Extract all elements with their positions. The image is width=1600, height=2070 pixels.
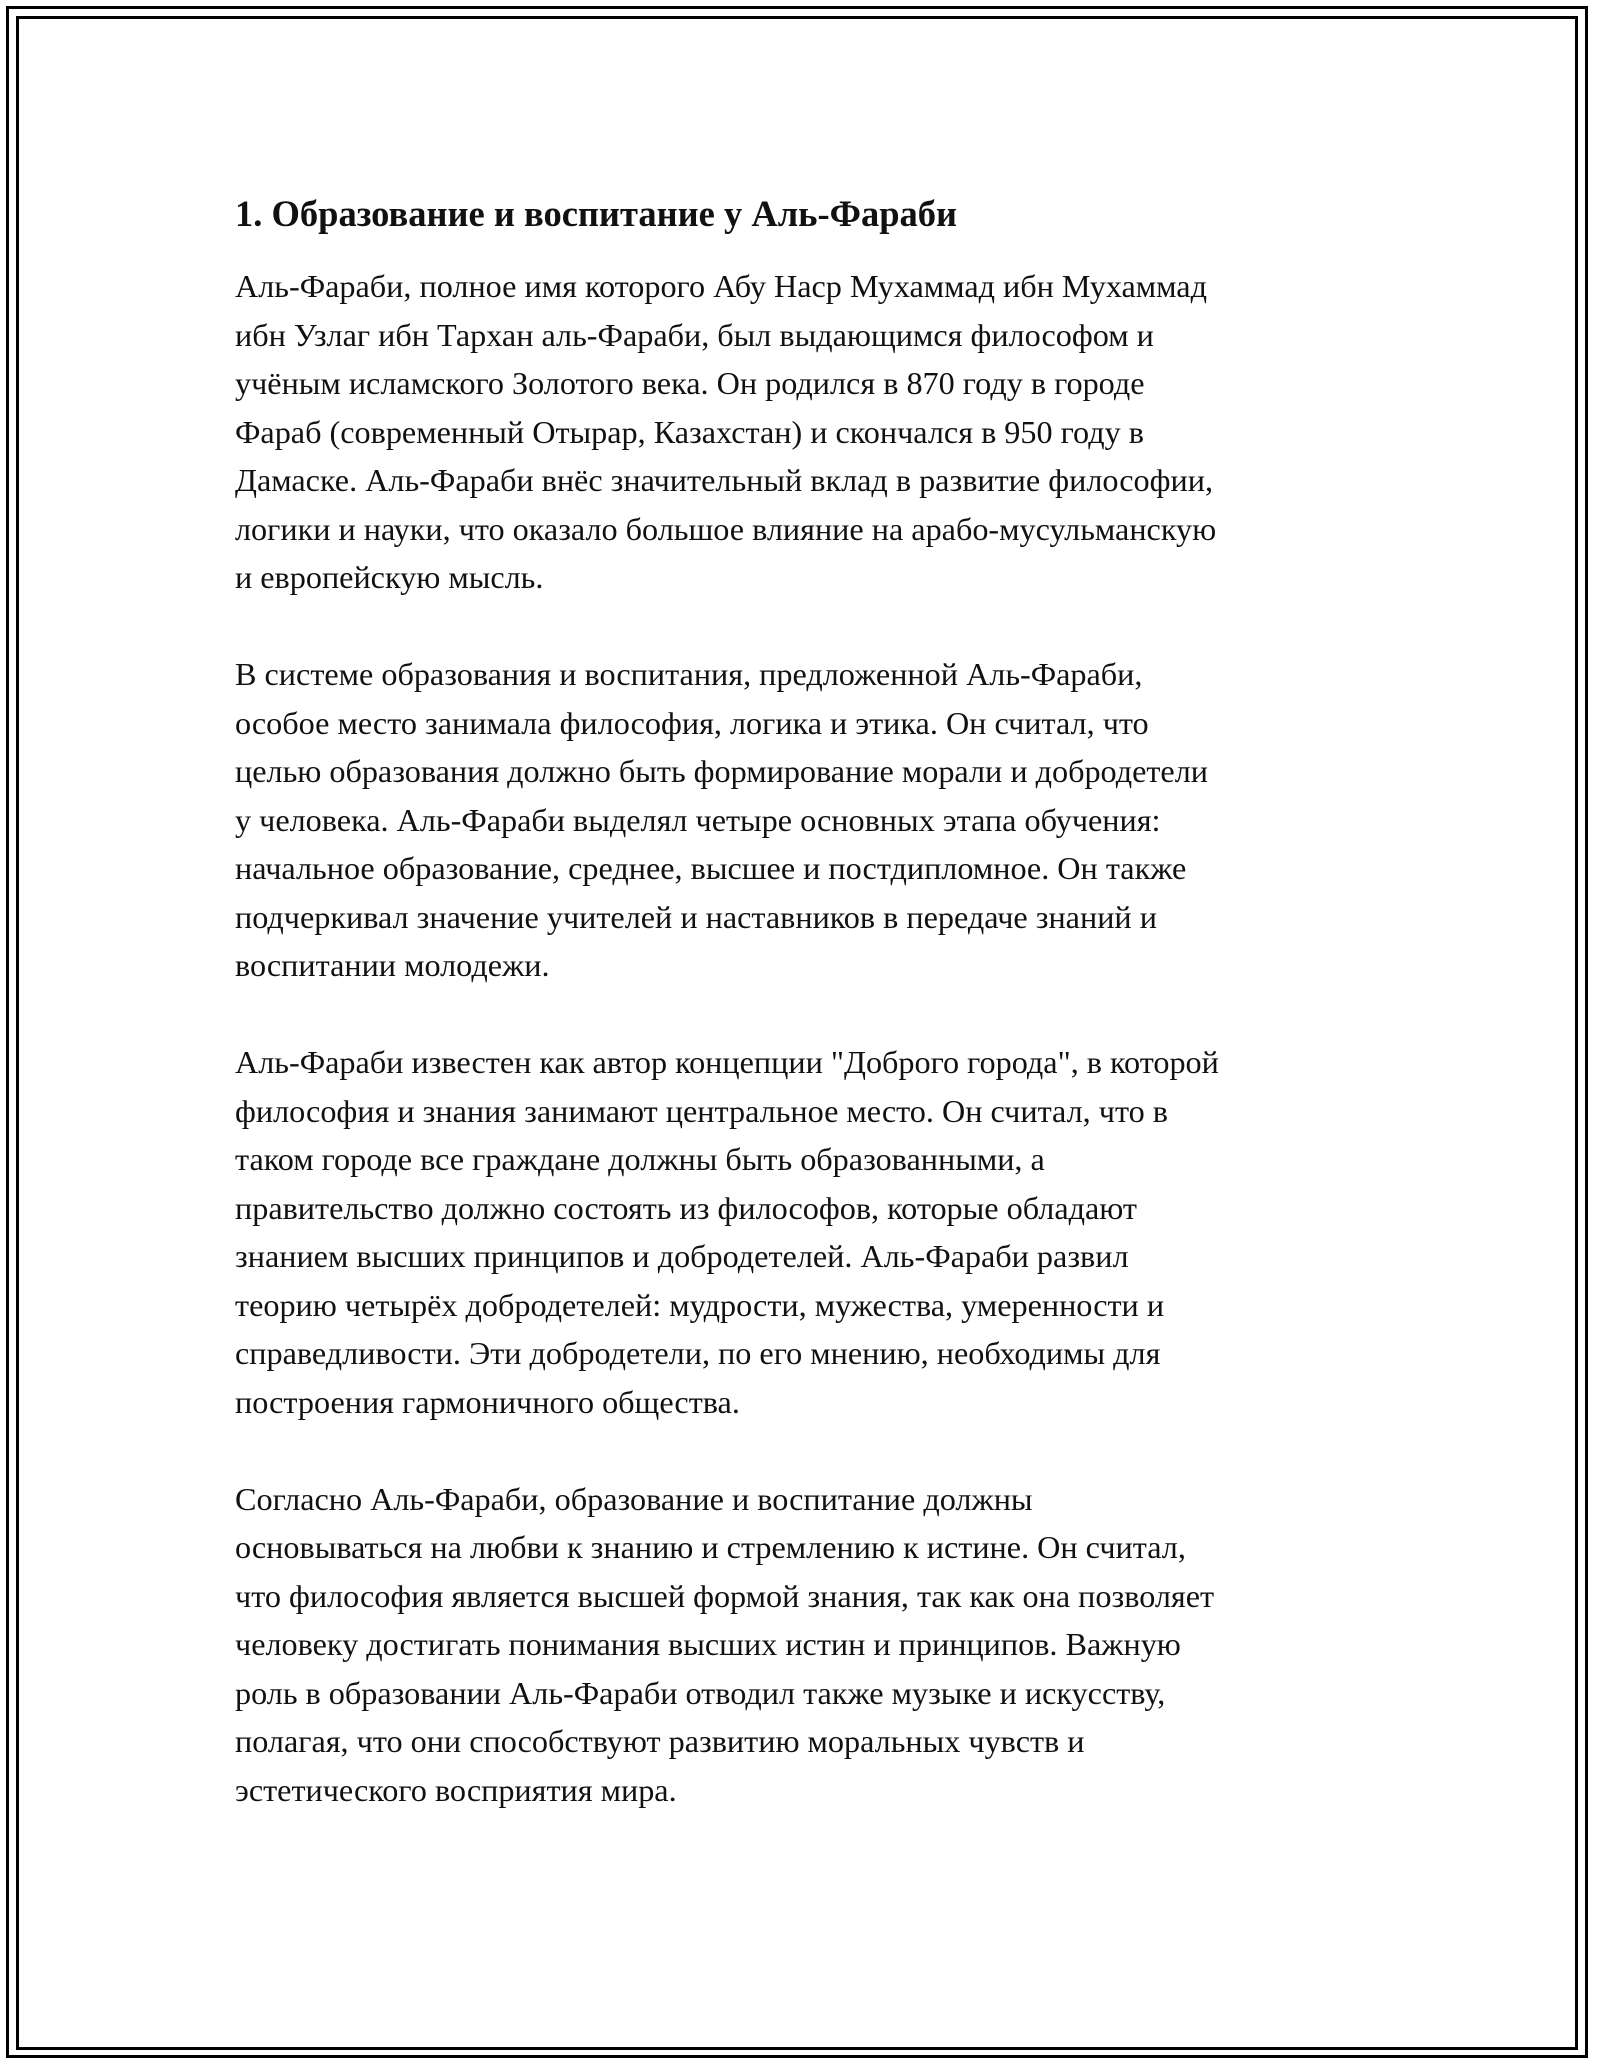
paragraph-line: у человека. Аль-Фараби выделял четыре основных этапа обучения: bbox=[235, 801, 1161, 838]
paragraph-line: правительство должно состоять из философов, которые обладают bbox=[235, 1189, 1137, 1226]
paragraph-line: ибн Узлаг ибн Тархан аль-Фараби, был выдающимся философом и bbox=[235, 316, 1154, 353]
paragraph-3 bbox=[235, 1038, 1370, 1426]
paragraph-line: полагая, что они способствуют развитию моральных чувств и bbox=[235, 1723, 1085, 1759]
paragraph-line: философия и знания занимают центральное место. Он считал, что в bbox=[235, 1092, 1168, 1129]
paragraph-line: человеку достигать понимания высших истин и принципов. Важную bbox=[235, 1626, 1181, 1662]
paragraph-line: начальное образование, среднее, высшее и постдипломное. Он также bbox=[235, 850, 1187, 886]
paragraph-2 bbox=[235, 650, 1370, 990]
paragraph-line: особое место занимала философия, логика и этика. Он считал, что bbox=[235, 704, 1149, 741]
section-heading: 1. Образование и воспитание у Аль-Фараби bbox=[235, 193, 958, 234]
paragraph-line: логики и науки, что оказало большое влияние на арабо-мусульманскую bbox=[235, 510, 1217, 547]
paragraph-line: целью образования должно быть формирование морали и добродетели bbox=[235, 753, 1209, 789]
paragraph-line: что философия является высшей формой знания, так как она позволяет bbox=[235, 1577, 1215, 1614]
paragraph-line: Фараб (современный Отырар, Казахстан) и скончался в 950 году в bbox=[235, 413, 1144, 450]
paragraph-line: построения гармоничного общества. bbox=[235, 1383, 740, 1420]
paragraph-line: В системе образования и воспитания, предложенной Аль-Фараби, bbox=[235, 656, 1143, 692]
paragraph-line: роль в образовании Аль-Фараби отводил также музыке и искусству, bbox=[235, 1674, 1166, 1711]
paragraph-4 bbox=[235, 1475, 1370, 1815]
paragraph-line: таком городе все граждане должны быть образованными, а bbox=[235, 1141, 1045, 1177]
paragraph-line: эстетического восприятия мира. bbox=[235, 1771, 677, 1808]
paragraph-line: справедливости. Эти добродетели, по его мнению, необходимы для bbox=[235, 1335, 1161, 1371]
paragraph-line: Аль-Фараби, полное имя которого Абу Наср Мухаммад ибн Мухаммад bbox=[235, 268, 1207, 304]
paragraph-1 bbox=[235, 262, 1370, 602]
document-body bbox=[235, 190, 1370, 1863]
paragraph-line: Аль-Фараби известен как автор концепции "Доброго города", в которой bbox=[235, 1044, 1219, 1080]
paragraph-line: Согласно Аль-Фараби, образование и воспитание должны bbox=[235, 1480, 1033, 1517]
paragraph-line: теорию четырёх добродетелей: мудрости, мужества, умеренности и bbox=[235, 1286, 1165, 1323]
paragraph-line: знанием высших принципов и добродетелей. Аль-Фараби развил bbox=[235, 1238, 1129, 1274]
paragraph-line: Дамаске. Аль-Фараби внёс значительный вклад в развитие философии, bbox=[235, 462, 1214, 498]
paragraph-line: учёным исламского Золотого века. Он родился в 870 году в городе bbox=[235, 365, 1145, 401]
paragraph-line: и европейскую мысль. bbox=[235, 559, 544, 595]
paragraph-line: подчеркивал значение учителей и наставников в передаче знаний и bbox=[235, 898, 1157, 935]
paragraph-line: воспитании молодежи. bbox=[235, 947, 550, 983]
paragraph-line: основываться на любви к знанию и стремлению к истине. Он считал, bbox=[235, 1529, 1186, 1565]
